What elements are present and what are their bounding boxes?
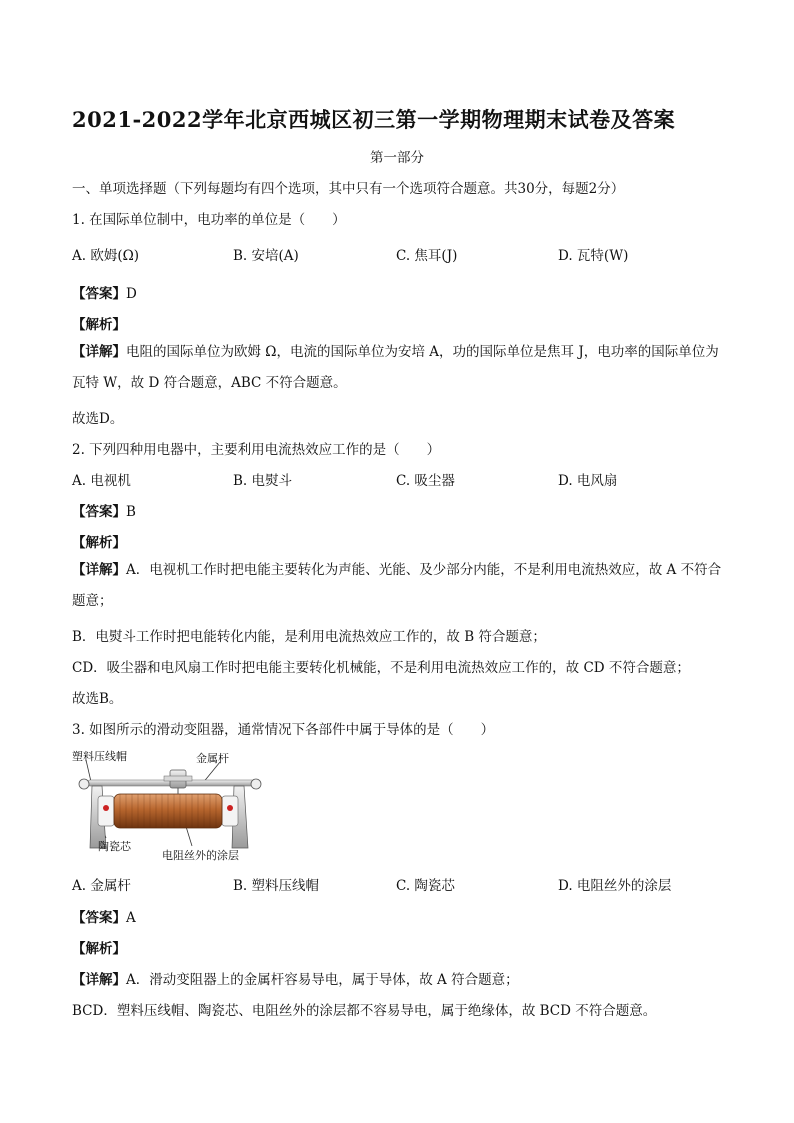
- analysis-tag: 【解析】: [72, 535, 126, 551]
- q3-detail: [72, 968, 519, 988]
- rheostat-figure: [72, 748, 272, 863]
- q2-analysis-tag: [72, 531, 126, 551]
- q2-stem: 2. 下列四种用电器中，主要利用电流热效应工作的是（ ）: [72, 442, 441, 458]
- detail-text: 电阻的国际单位为欧姆 Ω，电流的国际单位为安培 A，功的国际单位是焦耳 J，电功率的国际单位为瓦特 W，故 D 符合题意，ABC 不符合题意。: [72, 344, 719, 391]
- q1-option-d: D. 瓦特(W): [558, 248, 629, 264]
- q1-conclusion: 故选D。: [72, 411, 124, 427]
- detail-tag: 【详解】: [72, 344, 126, 360]
- answer-tag: 【答案】: [72, 286, 126, 302]
- answer-value: B: [126, 504, 136, 520]
- q3-analysis-tag: [72, 937, 126, 957]
- q2-option-c: C. 吸尘器: [396, 473, 455, 489]
- q2-option-d: D. 电风扇: [558, 473, 618, 489]
- q1-analysis-tag: [72, 313, 126, 333]
- label-coating: 电阻丝外的涂层: [162, 849, 239, 862]
- q2-detail: [72, 555, 724, 617]
- label-metal-rod: 金属杆: [196, 752, 229, 765]
- analysis-tag: 【解析】: [72, 941, 126, 957]
- detail-tag: 【详解】: [72, 562, 126, 578]
- q2-conclusion: 故选B。: [72, 691, 123, 707]
- q3-option-b: B. 塑料压线帽: [233, 878, 320, 894]
- q2-option-a: A. 电视机: [72, 473, 131, 489]
- q1-option-c: C. 焦耳(J): [396, 248, 458, 264]
- q3-option-d: D. 电阻丝外的涂层: [558, 878, 672, 894]
- q2-line-cd: CD．吸尘器和电风扇工作时把电能主要转化机械能，不是利用电流热效应工作的，故 CD 不符合题意；: [72, 660, 690, 676]
- analysis-tag: 【解析】: [72, 317, 126, 333]
- q2-option-b: B. 电熨斗: [233, 473, 293, 489]
- page-title: 2021-2022学年北京西城区初三第一学期物理期末试卷及答案: [72, 107, 676, 132]
- detail-text: A．电视机工作时把电能主要转化为声能、光能、及少部分内能，不是利用电流热效应，故 A 不符合题意；: [72, 562, 722, 609]
- q1-option-a: A. 欧姆(Ω): [72, 248, 140, 264]
- q2-line-b: B．电熨斗工作时把电能转化内能，是利用电流热效应工作的，故 B 符合题意；: [72, 629, 546, 645]
- answer-tag: 【答案】: [72, 910, 126, 926]
- q1-option-b: B. 安培(A): [233, 248, 299, 264]
- label-ceramic-core: 陶瓷芯: [98, 840, 131, 853]
- answer-value: A: [126, 910, 136, 926]
- detail-text: A．滑动变阻器上的金属杆容易导电，属于导体，故 A 符合题意；: [126, 972, 519, 988]
- q3-option-a: A. 金属杆: [72, 878, 131, 894]
- part-heading: 第一部分: [370, 150, 424, 166]
- q3-answer: [72, 906, 136, 926]
- label-plastic-cap: 塑料压线帽: [72, 750, 127, 763]
- answer-tag: 【答案】: [72, 504, 126, 520]
- answer-value: D: [126, 286, 137, 302]
- q1-stem: 1. 在国际单位制中，电功率的单位是（ ）: [72, 212, 346, 228]
- q3-line-bcd: BCD．塑料压线帽、陶瓷芯、电阻丝外的涂层都不容易导电，属于绝缘体，故 BCD 不符合题意。: [72, 1003, 657, 1019]
- q1-detail: [72, 337, 724, 399]
- q3-stem: 3. 如图所示的滑动变阻器，通常情况下各部件中属于导体的是（ ）: [72, 722, 495, 738]
- q3-option-c: C. 陶瓷芯: [396, 878, 455, 894]
- q2-answer: [72, 500, 136, 520]
- q1-answer: [72, 282, 137, 302]
- detail-tag: 【详解】: [72, 972, 126, 988]
- section-heading: 一、单项选择题（下列每题均有四个选项，其中只有一个选项符合题意。共30分，每题2分）: [72, 181, 625, 197]
